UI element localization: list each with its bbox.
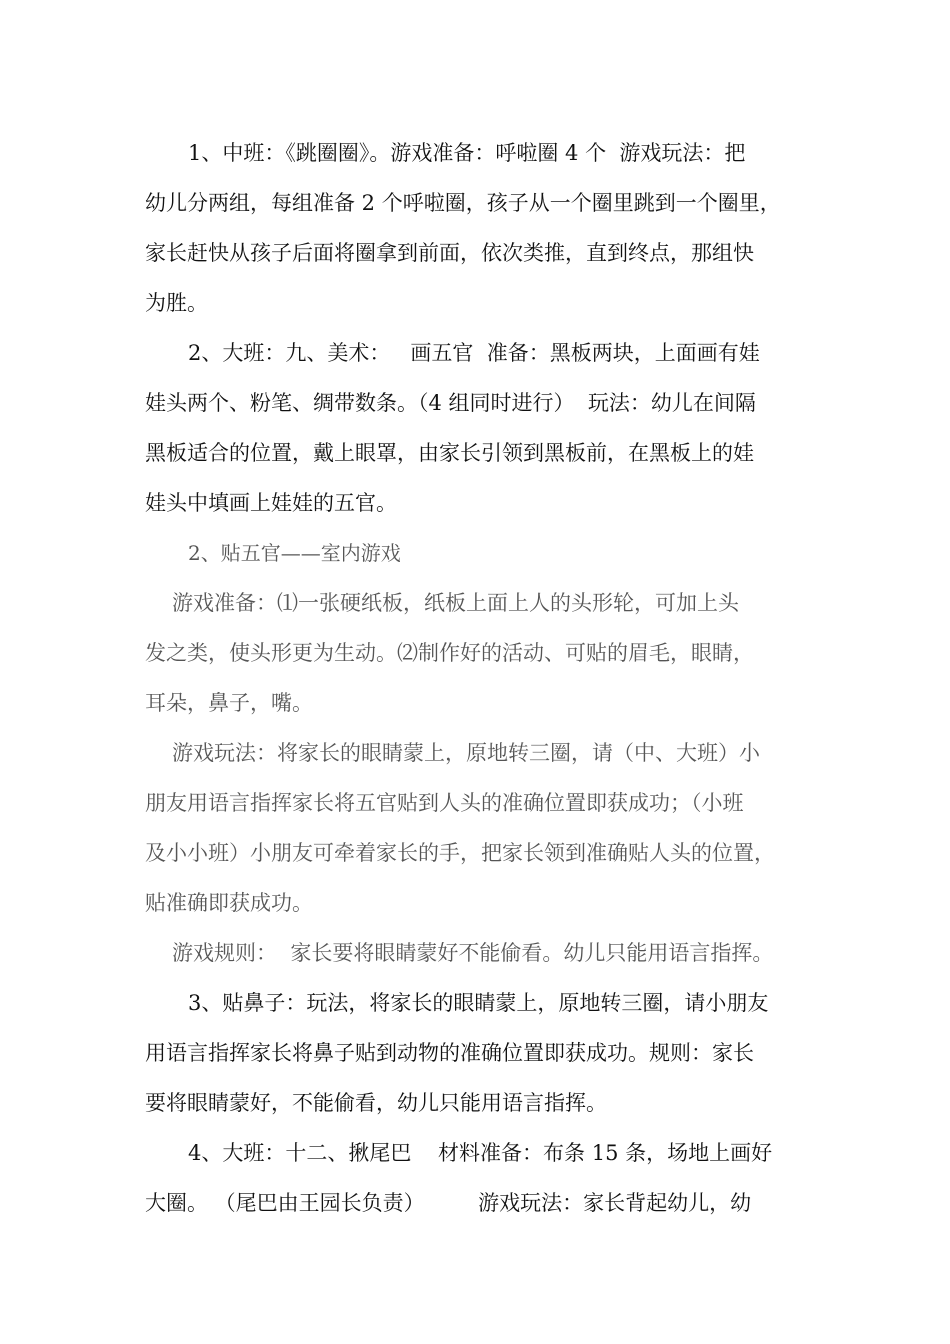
- text-line: 游戏玩法：将家长的眼睛蒙上，原地转三圈，请（中、大班）小: [172, 741, 760, 765]
- text-line: 4、大班：十二、揪尾巴 材料准备：布条 15 条，场地上画好: [188, 1141, 773, 1165]
- text-line: 用语言指挥家长将鼻子贴到动物的准确位置即获成功。规则：家长: [145, 1041, 754, 1065]
- text-line: 发之类，使头形更为生动。⑵制作好的活动、可贴的眉毛，眼睛，: [145, 641, 754, 665]
- text-line: 大圈。 （尾巴由王园长负责） 游戏玩法：家长背起幼儿，幼: [145, 1191, 752, 1215]
- text-line: 为胜。: [145, 291, 208, 315]
- text-line: 游戏准备：⑴一张硬纸板，纸板上面上人的头形轮，可加上头: [172, 591, 739, 615]
- text-line: 要将眼睛蒙好，不能偷看，幼儿只能用语言指挥。: [145, 1091, 607, 1115]
- section-heading: 2、贴五官——室内游戏: [188, 541, 401, 565]
- text-line: 家长赶快从孩子后面将圈拿到前面，依次类推，直到终点，那组快: [145, 241, 754, 265]
- text-line: 3、贴鼻子：玩法，将家长的眼睛蒙上，原地转三圈，请小朋友: [188, 991, 769, 1015]
- text-line: 朋友用语言指挥家长将五官贴到人头的准确位置即获成功；（小班: [145, 791, 744, 815]
- text-line: 耳朵，鼻子，嘴。: [145, 691, 313, 715]
- text-line: 1、中班：《跳圈圈》。游戏准备：呼啦圈 4 个 游戏玩法：把: [188, 141, 746, 165]
- text-line: 黑板适合的位置，戴上眼罩，由家长引领到黑板前，在黑板上的娃: [145, 441, 754, 465]
- text-line: 娃头中填画上娃娃的五官。: [145, 491, 397, 515]
- text-line: 游戏规则： 家长要将眼睛蒙好不能偷看。幼儿只能用语言指挥。: [172, 941, 774, 965]
- text-line: 2、大班：九、美术： 画五官 准备：黑板两块，上面画有娃: [188, 341, 760, 365]
- text-line: 幼儿分两组，每组准备 2 个呼啦圈，孩子从一个圈里跳到一个圈里，: [145, 191, 781, 215]
- text-line: 贴准确即获成功。: [145, 891, 313, 915]
- text-line: 及小小班）小朋友可牵着家长的手，把家长领到准确贴人头的位置，: [145, 841, 775, 865]
- text-line: 娃头两个、粉笔、绸带数条。（4 组同时进行） 玩法：幼儿在间隔: [145, 391, 756, 415]
